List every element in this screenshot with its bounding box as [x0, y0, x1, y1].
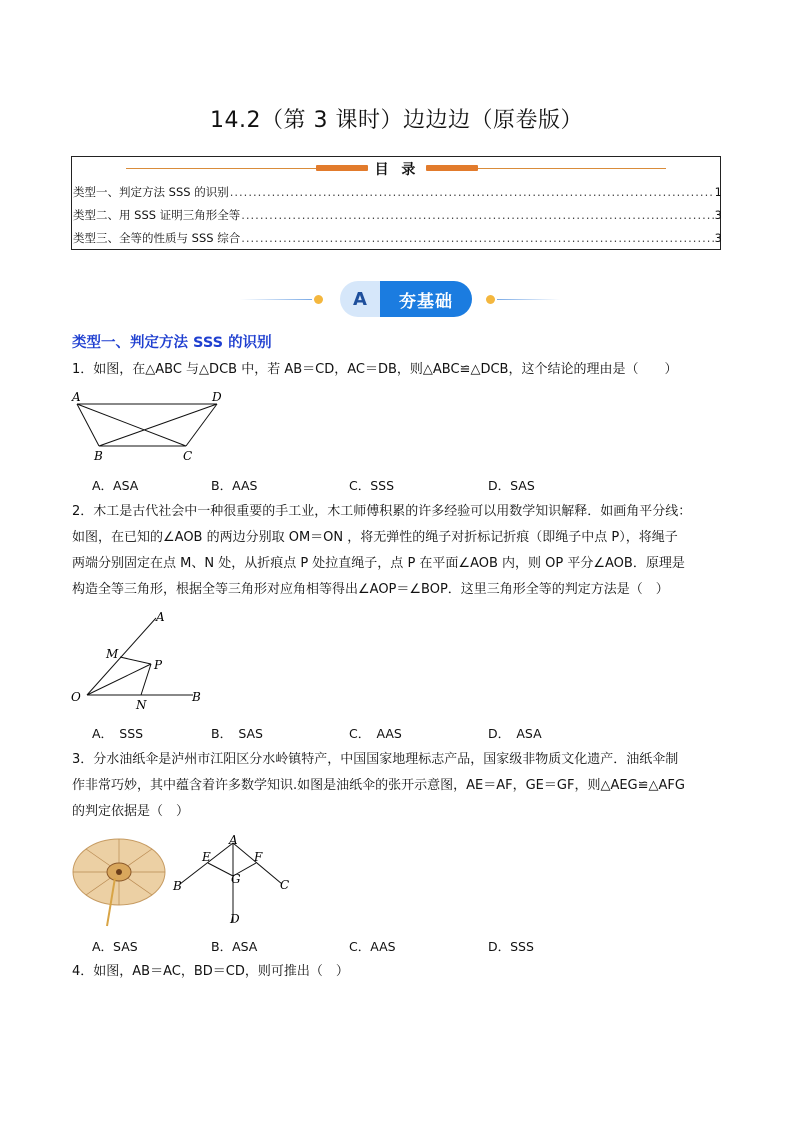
point-label-a: A	[156, 610, 165, 624]
banner-pill	[340, 281, 472, 317]
point-label-m: M	[106, 647, 119, 661]
toc-rule-left	[126, 168, 316, 169]
point-label-b: B	[173, 879, 182, 893]
question-1-text: 1．如图，在△ABC 与△DCB 中，若 AB＝CD，AC＝DB，则△ABC≌△DCB，这个结论的理由是（ ）	[72, 362, 678, 377]
point-label-p: P	[154, 658, 163, 672]
banner-text: 夯基础	[380, 281, 472, 317]
question-2-line-3: 两端分别固定在点 M、N 处，从折痕点 P 处拉直绳子，点 P 在平面∠AOB 内，则 OP 平分∠AOB．原理是	[72, 556, 685, 571]
oil-paper-umbrella-image	[71, 834, 171, 928]
toc-leader	[241, 208, 713, 222]
point-label-n: N	[136, 698, 147, 712]
toc-accent-right	[426, 165, 478, 171]
question-4-text: 4．如图，AB＝AC，BD＝CD，则可推出（ ）	[72, 964, 349, 979]
q2-option-b[interactable]: B． SAS	[211, 726, 263, 741]
toc-accent-left	[316, 165, 368, 171]
toc-rule-right	[478, 168, 666, 169]
question-3-line-2: 作非常巧妙，其中蕴含着许多数学知识.如图是油纸伞的张开示意图，AE＝AF，GE＝GF，则△AEG≌△AFG	[72, 778, 685, 793]
q2-figure	[68, 608, 218, 716]
toc-item-label: 类型一、判定方法 SSS 的识别	[73, 185, 229, 199]
banner-dot-left	[314, 295, 323, 304]
q2-option-c[interactable]: C． AAS	[349, 726, 402, 741]
toc-item-2[interactable]	[73, 207, 722, 223]
q3-option-a[interactable]: A．SAS	[92, 939, 138, 954]
question-2-line-1: 2．木工是古代社会中一种很重要的手工业，木工师傅积累的许多经验可以用数学知识解释．如画角平分线：	[72, 504, 692, 519]
q3-option-b[interactable]: B．ASA	[211, 939, 258, 954]
question-3-line-3: 的判定依据是（ ）	[72, 804, 190, 819]
point-label-d: D	[230, 912, 240, 926]
page-title: 14.2（第 3 课时）边边边（原卷版）	[210, 108, 583, 133]
toc-leader	[241, 231, 713, 245]
toc-item-label: 类型二、用 SSS 证明三角形全等	[73, 208, 241, 222]
point-label-d: D	[212, 390, 222, 404]
toc-leader	[230, 185, 714, 199]
toc-heading: 目 录	[374, 162, 420, 178]
banner-dot-right	[486, 295, 495, 304]
toc-item-3[interactable]	[73, 230, 722, 246]
point-label-a: A	[72, 390, 81, 404]
point-label-e: E	[202, 850, 211, 864]
toc-item-page: 3	[714, 208, 722, 222]
point-label-o: O	[71, 690, 81, 704]
question-2-line-2: 如图，在已知的∠AOB 的两边分别取 OM＝ON ，将无弹性的绳子对折标记折痕（即绳子中点 P），将绳子	[72, 530, 678, 545]
q3-option-c[interactable]: C．AAS	[349, 939, 396, 954]
banner-rule-right	[497, 299, 560, 300]
toc-item-1[interactable]	[73, 184, 722, 200]
point-label-c: C	[183, 449, 193, 463]
point-label-a: A	[229, 834, 238, 847]
toc-item-page: 1	[714, 185, 722, 199]
point-label-b: B	[94, 449, 103, 463]
q1-figure	[70, 389, 230, 465]
toc-heading-bar	[126, 159, 666, 179]
question-2-line-4: 构造全等三角形，根据全等三角形对应角相等得出∠AOP＝∠BOP．这里三角形全等的判定方法是（ ）	[72, 582, 669, 597]
banner-rule-left	[240, 299, 312, 300]
q2-option-d[interactable]: D． ASA	[488, 726, 542, 741]
point-label-g: G	[231, 872, 241, 886]
q1-option-c[interactable]: C．SSS	[349, 478, 395, 493]
q1-option-a[interactable]: A．ASA	[92, 478, 139, 493]
q2-option-a[interactable]: A． SSS	[92, 726, 144, 741]
q1-option-b[interactable]: B．AAS	[211, 478, 258, 493]
toc-item-label: 类型三、全等的性质与 SSS 综合	[73, 231, 241, 245]
question-3-line-1: 3．分水油纸伞是泸州市江阳区分水岭镇特产，中国国家地理标志产品，国家级非物质文化遗产．油纸伞制	[72, 752, 679, 767]
q3-option-d[interactable]: D．SSS	[488, 939, 534, 954]
q3-figure	[172, 834, 292, 926]
section-heading: 类型一、判定方法 SSS 的识别	[72, 335, 272, 351]
point-label-f: F	[254, 850, 263, 864]
toc-item-page: 3	[714, 231, 722, 245]
q1-option-d[interactable]: D．SAS	[488, 478, 535, 493]
section-banner	[240, 281, 560, 317]
point-label-b: B	[192, 690, 201, 704]
point-label-c: C	[280, 878, 290, 892]
banner-letter: A	[340, 281, 380, 317]
